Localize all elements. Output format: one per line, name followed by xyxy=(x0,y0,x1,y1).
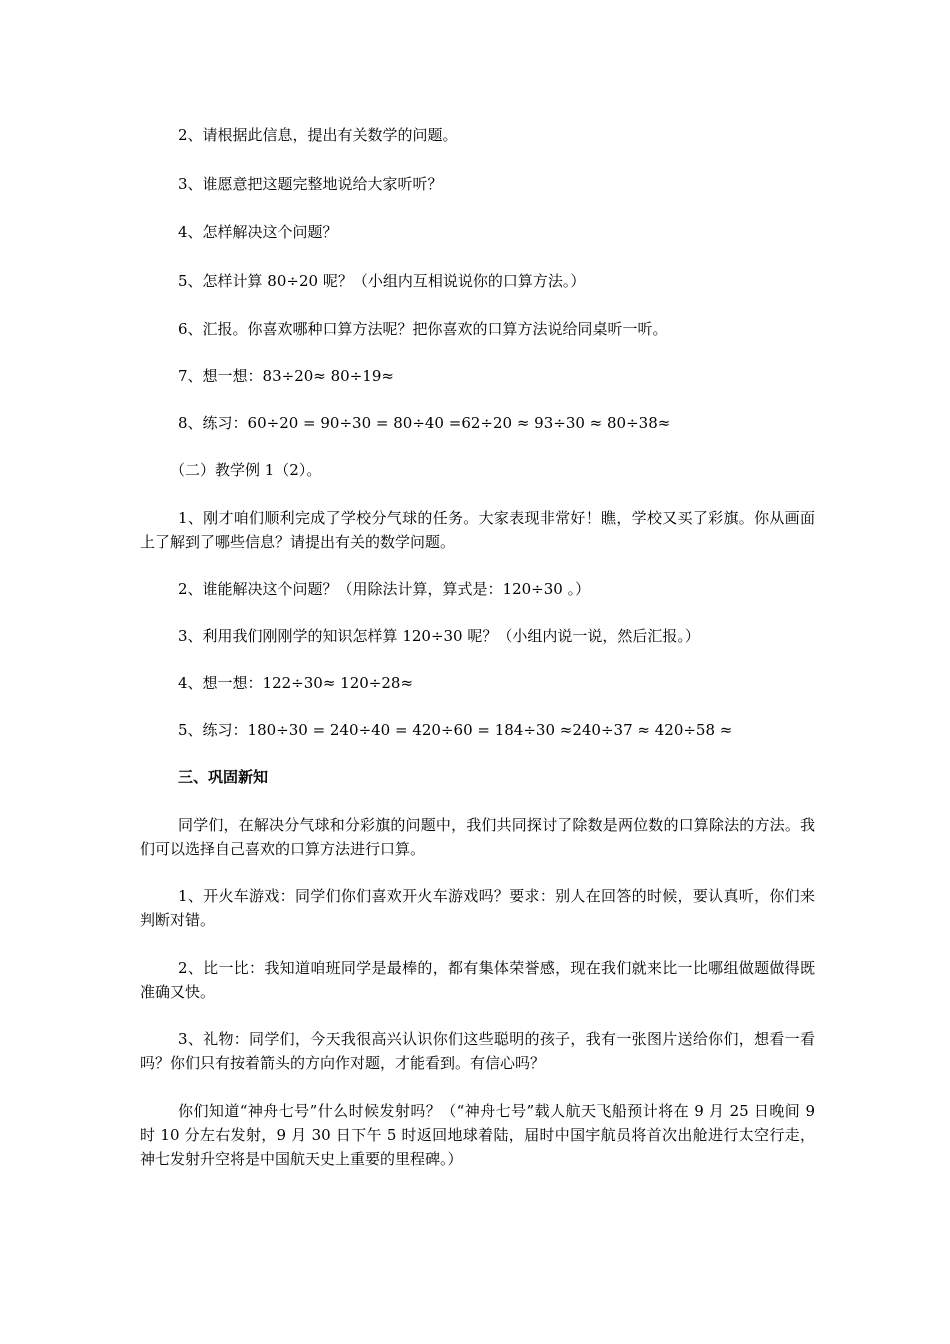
question-6: 6、汇报。你喜欢哪种口算方法呢？把你喜欢的口算方法说给同桌听一听。 xyxy=(178,320,668,338)
question-5: 5、怎样计算 80÷20 呢？（小组内互相说说你的口算方法。） xyxy=(178,272,586,290)
shenzhou-7-paragraph: 你们知道“神舟七号”什么时候发射吗？（“神舟七号”载人航天飞船预计将在 9 月 25 日晚间 9 时 10 分左右发射，9 月 30 日下午 5 时返回地球着陆，届时中国宇航员将首次出舱进行太空行走，神七发射升空将是中国航天史上重要的里程碑。） xyxy=(140,1102,815,1168)
section-2-title: （二）教学例 1（2）。 xyxy=(170,461,322,479)
question-7: 7、想一想：83÷20≈ 80÷19≈ xyxy=(178,367,394,385)
activity-1-train-game: 1、开火车游戏：同学们你们喜欢开火车游戏吗？要求：别人在回答的时候，要认真听，你们来判断对错。 xyxy=(140,887,815,929)
activity-3-gift: 3、礼物：同学们，今天我很高兴认识你们这些聪明的孩子，我有一张图片送给你们，想看一看吗？你们只有按着箭头的方向作对题，才能看到。有信心吗？ xyxy=(140,1030,815,1072)
question-2: 2、请根据此信息，提出有关数学的问题。 xyxy=(178,126,458,144)
section-2-question-5-practice: 5、练习：180÷30 = 240÷40 = 420÷60 = 184÷30 ≈240÷37 ≈ 420÷58 ≈ xyxy=(178,721,733,739)
activity-2-competition: 2、比一比：我知道咱班同学是最棒的，都有集体荣誉感，现在我们就来比一比哪组做题做得既准确又快。 xyxy=(140,959,815,1001)
section-2-question-1: 1、刚才咱们顺利完成了学校分气球的任务。大家表现非常好！瞧，学校又买了彩旗。你从画面上了解到了哪些信息？请提出有关的数学问题。 xyxy=(140,509,815,551)
question-8-practice: 8、练习：60÷20 = 90÷30 = 80÷40 =62÷20 ≈ 93÷30 ≈ 80÷38≈ xyxy=(178,414,671,432)
section-2-question-3: 3、利用我们刚刚学的知识怎样算 120÷30 呢？（小组内说一说，然后汇报。） xyxy=(178,627,700,645)
section-2-question-4: 4、想一想：122÷30≈ 120÷28≈ xyxy=(178,674,414,692)
question-3: 3、谁愿意把这题完整地说给大家听听？ xyxy=(178,175,443,193)
question-4: 4、怎样解决这个问题？ xyxy=(178,223,338,241)
section-3-heading: 三、巩固新知 xyxy=(178,768,269,786)
section-2-question-2: 2、谁能解决这个问题？（用除法计算，算式是：120÷30 。） xyxy=(178,580,591,598)
section-3-intro: 同学们，在解决分气球和分彩旗的问题中，我们共同探讨了除数是两位数的口算除法的方法。我们可以选择自己喜欢的口算方法进行口算。 xyxy=(140,816,815,858)
